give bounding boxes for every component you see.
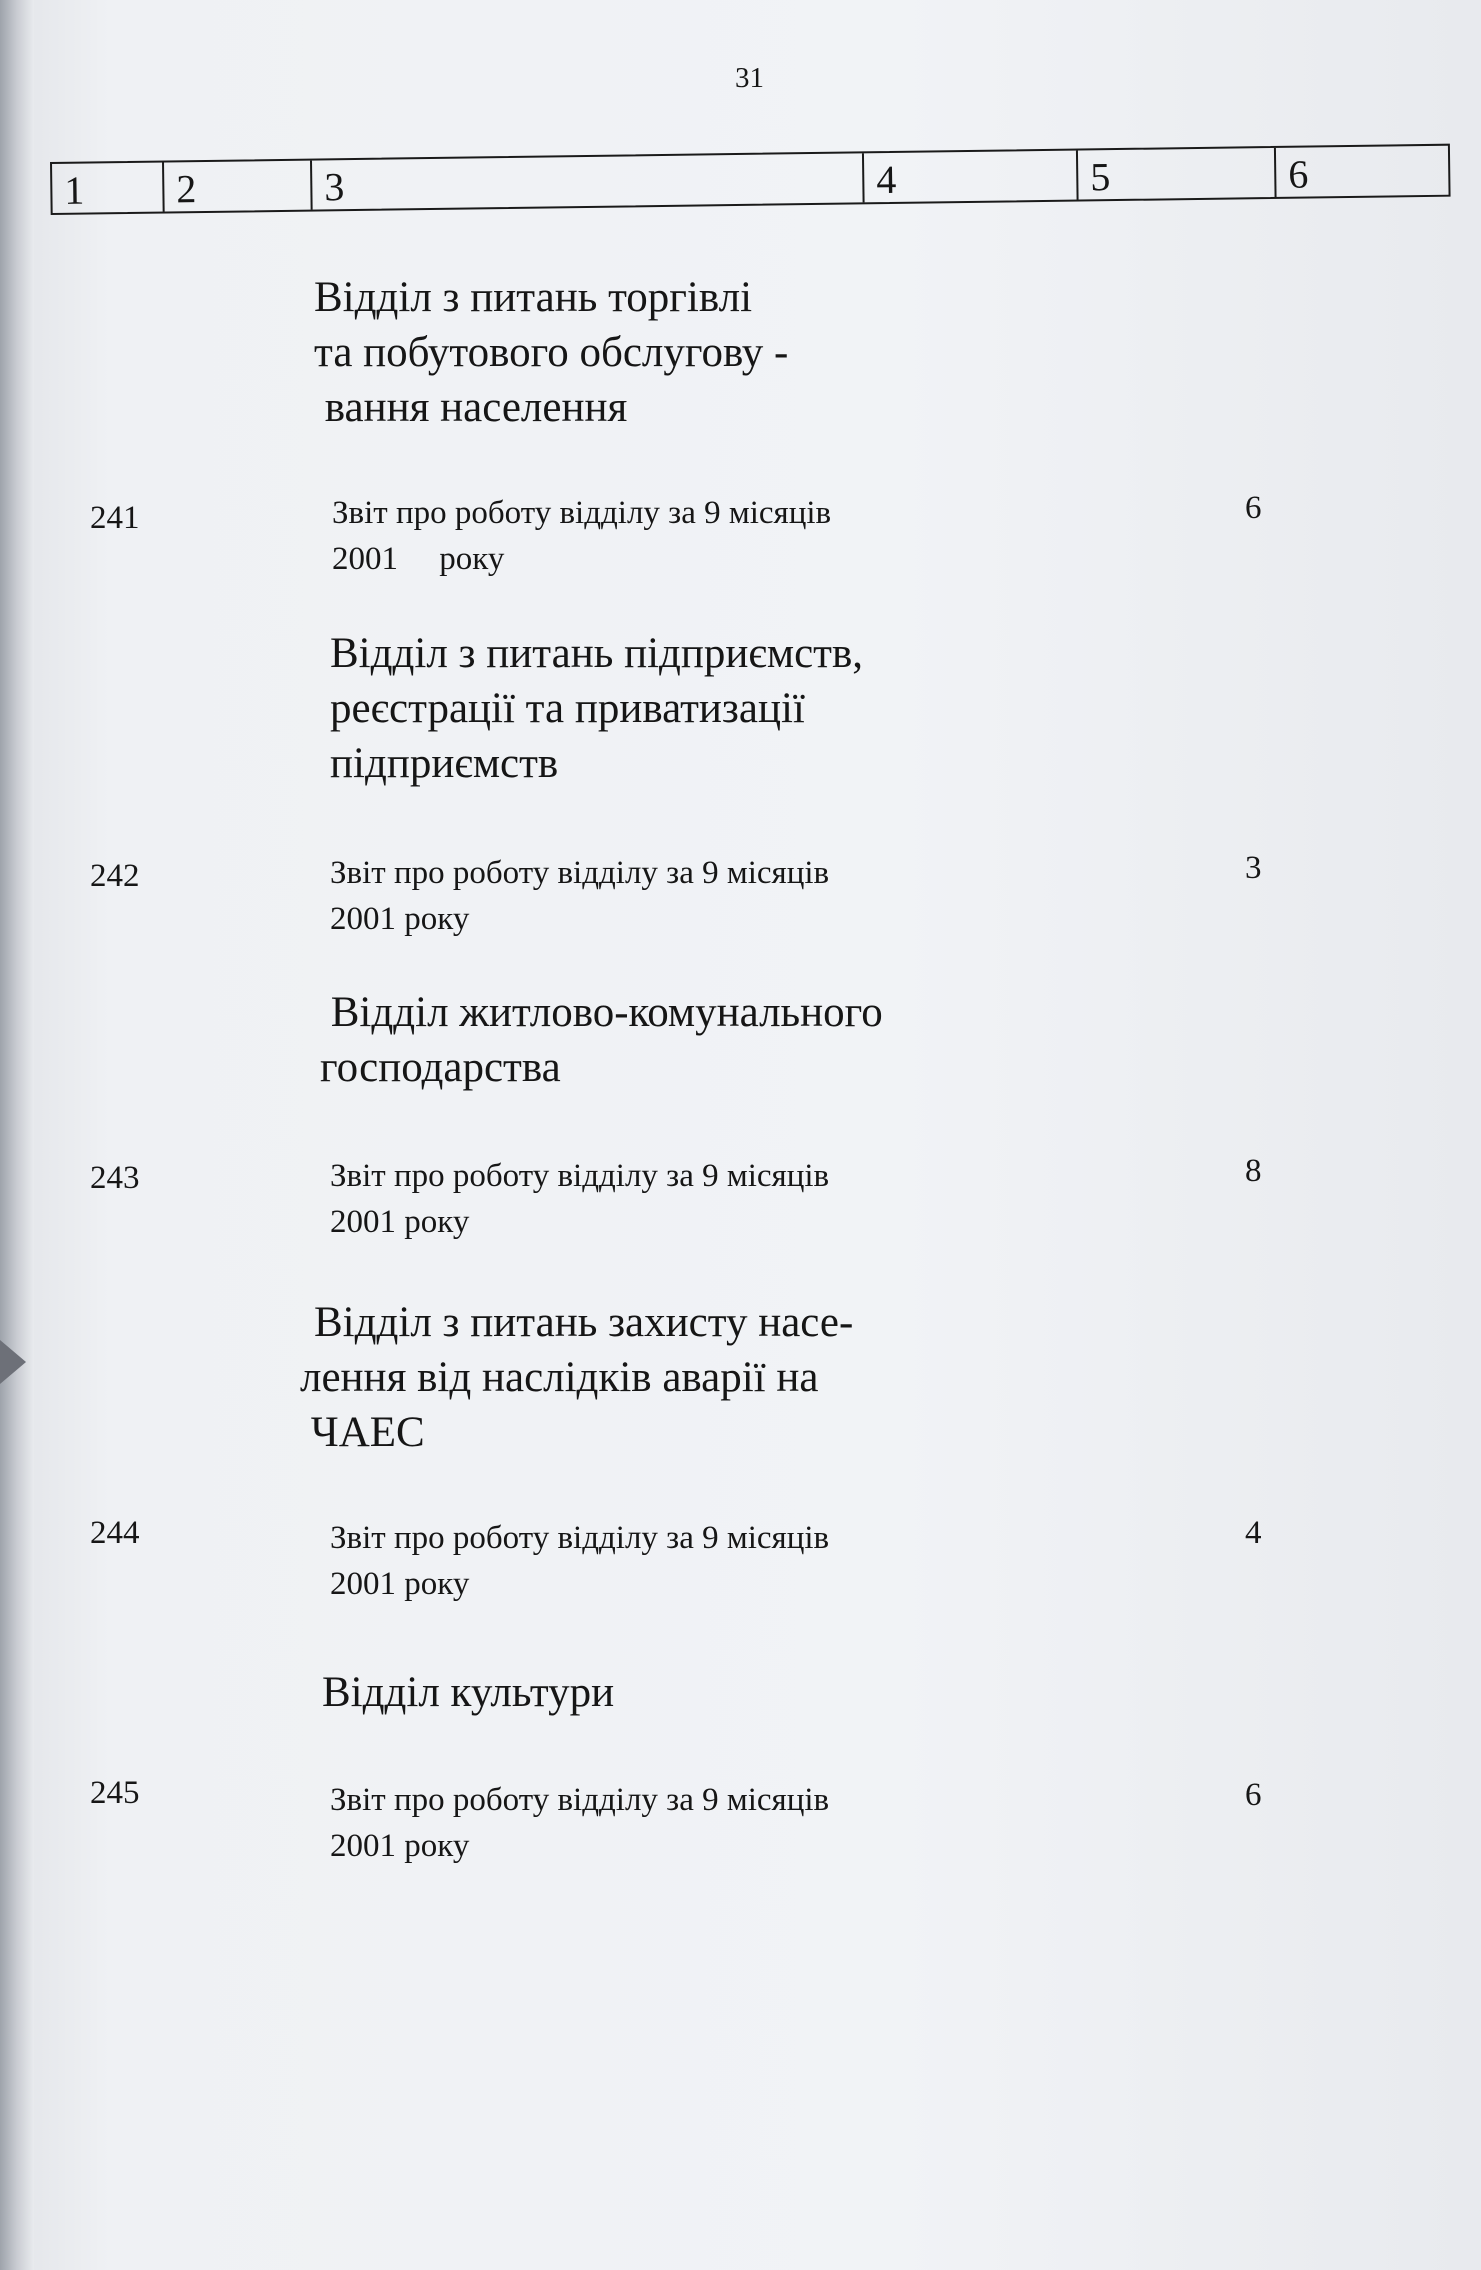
heading-line: Відділ з питань підприємств, (330, 630, 864, 677)
section-heading (300, 1295, 853, 1460)
heading-line: Відділ з питань захисту насе- (314, 1299, 854, 1346)
page-number: 31 (735, 62, 764, 94)
entry-title (330, 1153, 829, 1245)
sheet-count: 8 (1245, 1153, 1262, 1189)
heading-line: вання населення (314, 384, 628, 431)
heading-line: господарства (320, 1044, 561, 1091)
section-heading (330, 626, 863, 791)
header-cell-3: 3 (310, 153, 863, 209)
entry-line: 2001 року (330, 1204, 470, 1240)
entry-number: 242 (90, 858, 140, 894)
entry-title (330, 1515, 829, 1607)
heading-line: Відділ з питань торгівлі (314, 274, 753, 321)
entry-line: Звіт про роботу відділу за 9 місяців (330, 855, 830, 891)
section-heading (314, 270, 788, 435)
header-cell-4: 4 (862, 151, 1077, 203)
sheet-count: 3 (1245, 850, 1262, 886)
entry-number: 245 (90, 1775, 140, 1811)
header-cell-1: 1 (64, 167, 85, 213)
entry-line: 2001 року (330, 1828, 470, 1864)
heading-line: Відділ житлово-комунального (320, 989, 883, 1036)
header-cell-6: 6 (1274, 146, 1453, 197)
heading-line: ЧАЕС (300, 1409, 425, 1456)
entry-line: 2001 року (330, 901, 470, 937)
sheet-count: 4 (1245, 1515, 1262, 1551)
entry-title (330, 850, 829, 942)
heading-line: підприємств (330, 740, 559, 787)
heading-line: Відділ культури (322, 1669, 615, 1716)
entry-line: Звіт про роботу відділу за 9 місяців (330, 1782, 830, 1818)
entry-number: 243 (90, 1160, 140, 1196)
entry-line: Звіт про роботу відділу за 9 місяців (330, 1158, 830, 1194)
entry-number: 244 (90, 1515, 140, 1551)
heading-line: лення від наслідків аварії на (300, 1354, 819, 1401)
entry-line: 2001 року (332, 541, 505, 577)
entry-title (330, 1777, 829, 1869)
entry-line: Звіт про роботу відділу за 9 місяців (330, 1520, 830, 1556)
entry-title (332, 490, 831, 582)
entry-line: 2001 року (330, 1566, 470, 1602)
page-fold-mark (0, 1340, 26, 1384)
heading-line: та побутового обслугову - (314, 329, 789, 376)
sheet-count: 6 (1245, 1777, 1262, 1813)
header-cell-5: 5 (1076, 148, 1275, 200)
page-edge-shadow (0, 0, 34, 2270)
sheet-count: 6 (1245, 490, 1262, 526)
entry-number: 241 (90, 500, 140, 536)
entry-line: Звіт про роботу відділу за 9 місяців (332, 495, 832, 531)
header-cell-2: 2 (162, 161, 311, 212)
heading-line: реєстрації та приватизації (330, 685, 805, 732)
section-heading (320, 985, 883, 1095)
section-heading (322, 1665, 614, 1720)
